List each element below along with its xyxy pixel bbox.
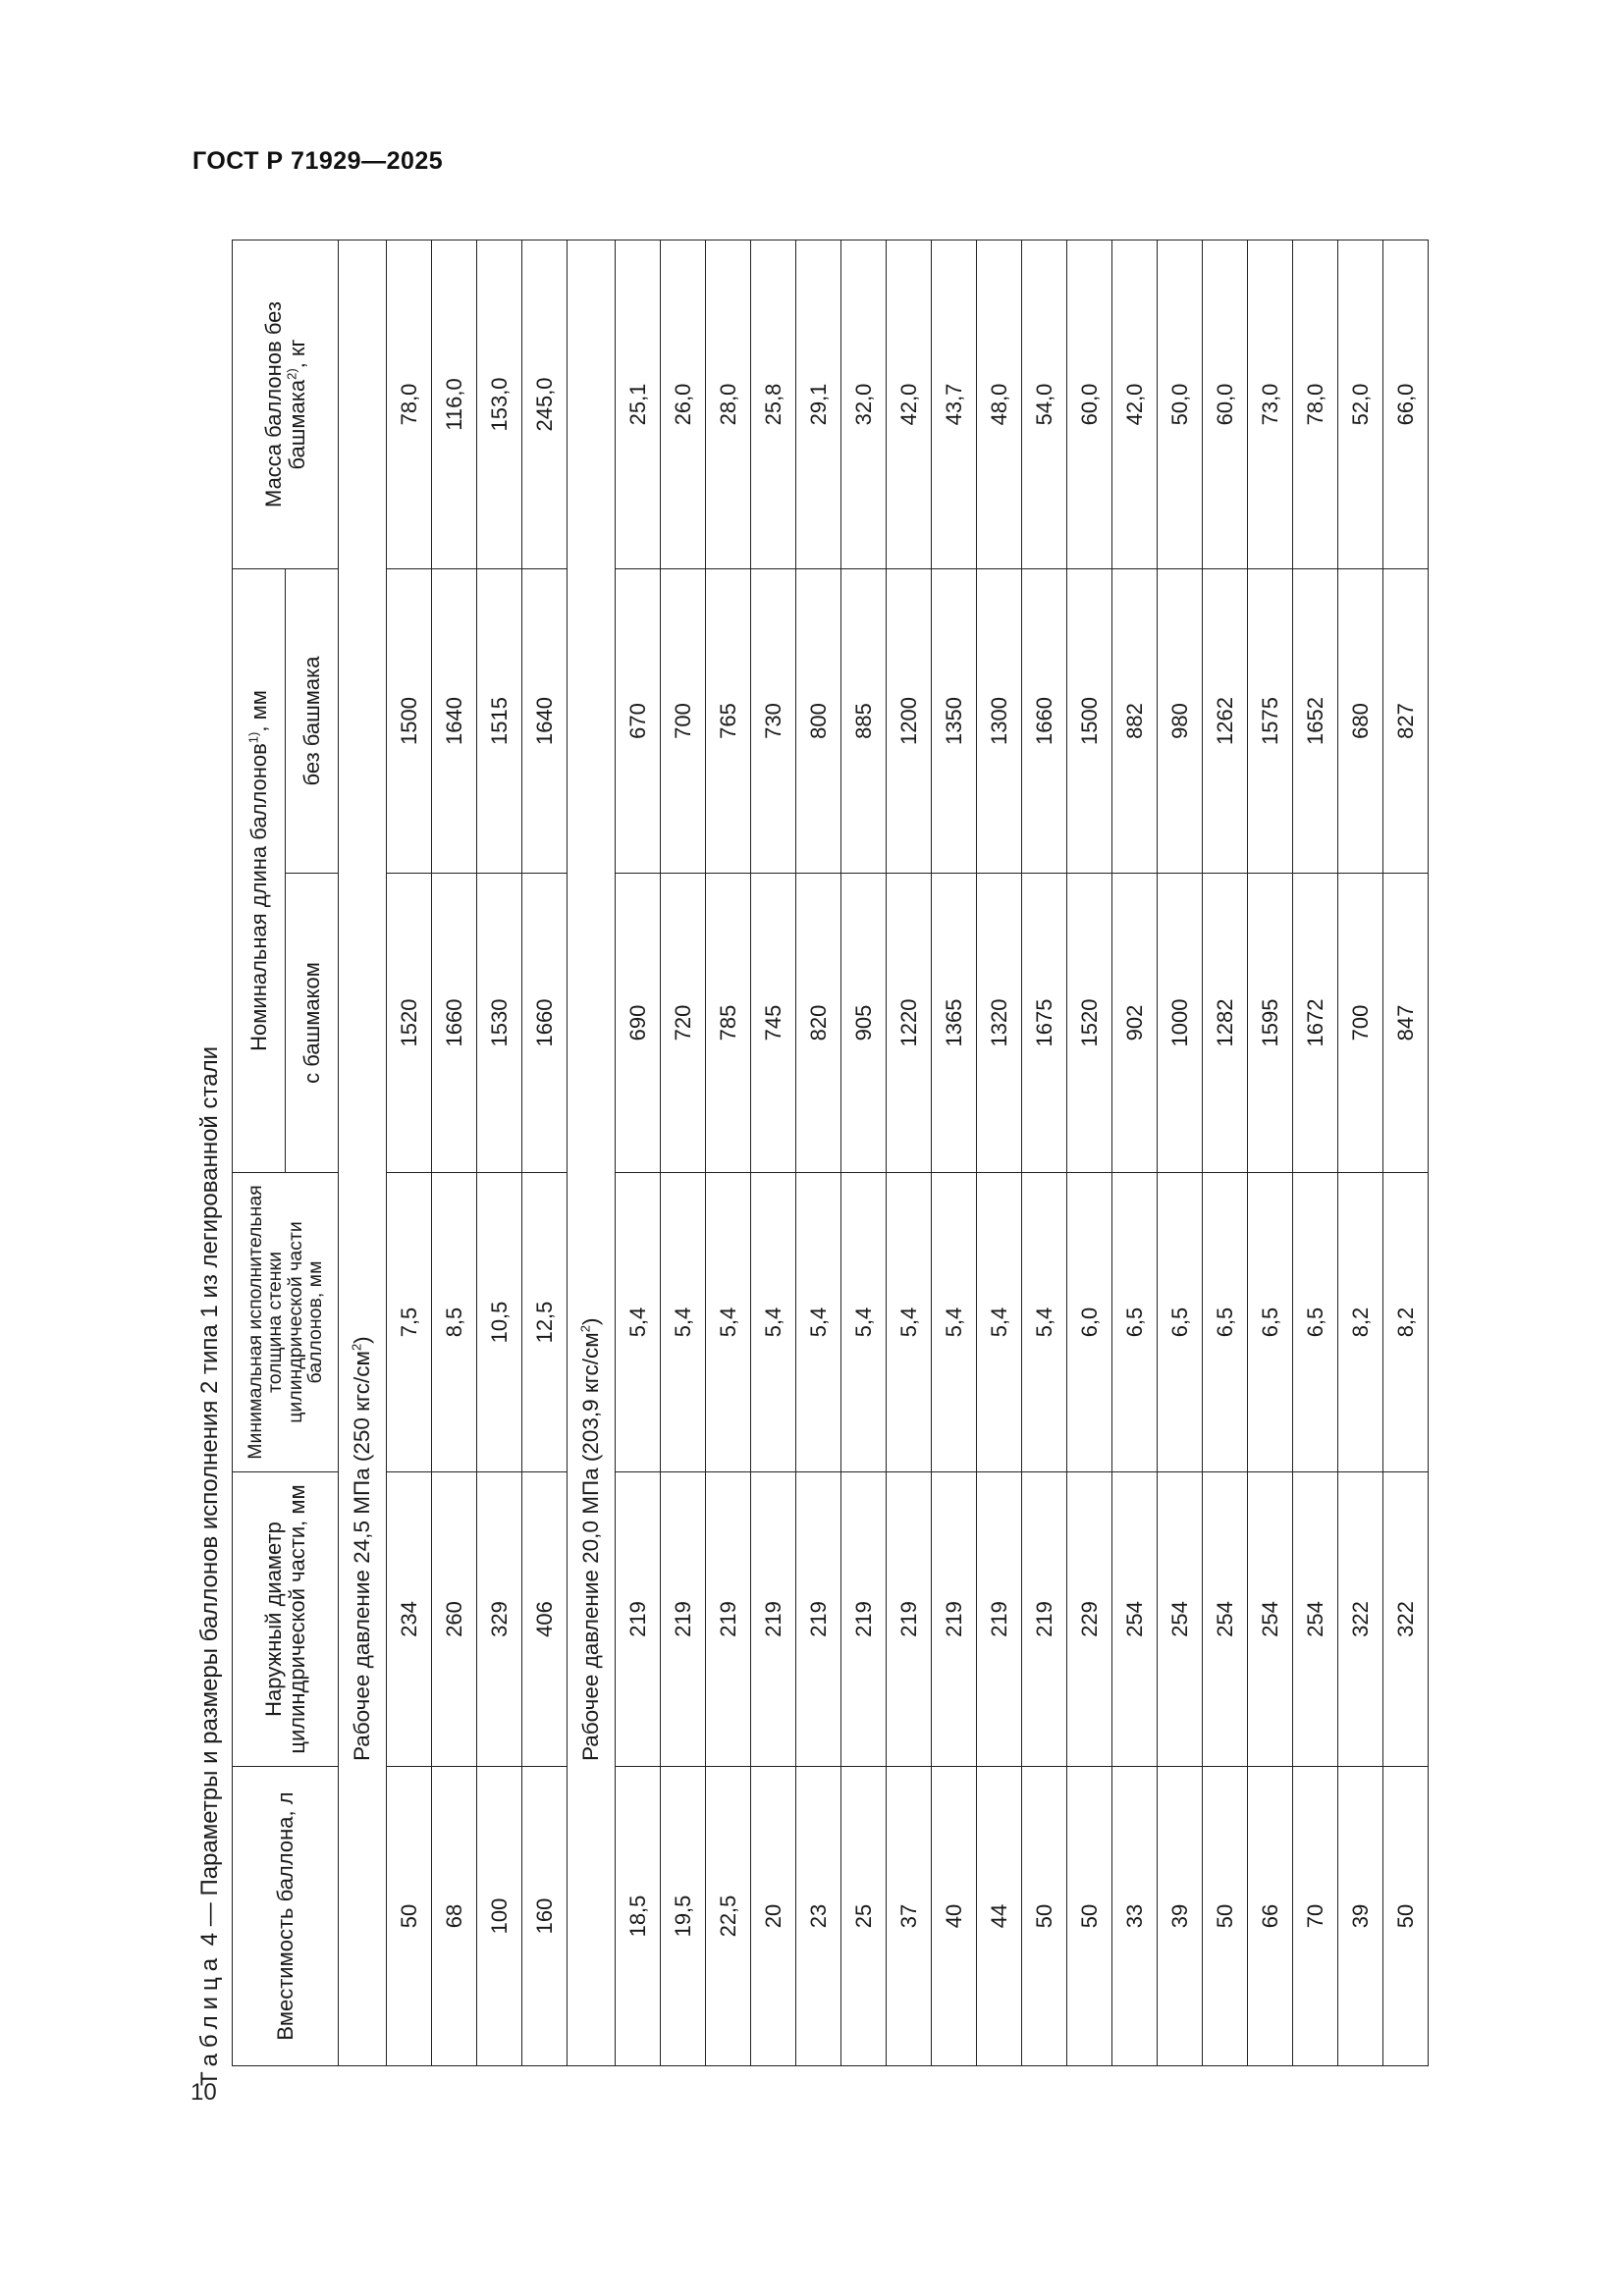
wall-cell: 6,5 (1112, 1173, 1158, 1472)
table-row (841, 240, 887, 2065)
volume-cell: 50 (1383, 1767, 1429, 2066)
length-with-shoe-cell: 1282 (1203, 874, 1248, 1173)
table-row (387, 240, 432, 2065)
mass-cell: 78,0 (387, 240, 432, 568)
table-caption-label: Таблица (196, 1951, 223, 2086)
length-without-shoe-cell: 730 (751, 568, 796, 873)
length-with-shoe-cell: 785 (706, 874, 751, 1173)
wall-cell: 5,4 (841, 1173, 887, 1472)
mass-cell: 54,0 (1022, 240, 1067, 568)
header-mass (233, 240, 339, 568)
length-without-shoe-cell: 670 (616, 568, 661, 873)
length-without-shoe-cell: 1350 (932, 568, 977, 873)
volume-cell: 20 (751, 1767, 796, 2066)
header-mass-unit: , кг (284, 339, 309, 369)
length-with-shoe-cell: 1520 (387, 874, 432, 1173)
length-with-shoe-cell: 1520 (1067, 874, 1112, 1173)
volume-cell: 50 (1067, 1767, 1112, 2066)
mass-cell: 29,1 (796, 240, 841, 568)
table-row (1338, 240, 1383, 2065)
volume-cell: 44 (977, 1767, 1022, 2066)
volume-cell: 50 (1022, 1767, 1067, 2066)
length-with-shoe-cell: 1220 (887, 874, 932, 1173)
table-row (432, 240, 477, 2065)
header-length-with-shoe: с башмаком (286, 874, 339, 1173)
pressure-group-row (339, 240, 387, 2065)
wall-cell: 5,4 (706, 1173, 751, 1472)
length-without-shoe-cell: 800 (796, 568, 841, 873)
volume-cell: 68 (432, 1767, 477, 2066)
length-without-shoe-cell: 1300 (977, 568, 1022, 873)
length-without-shoe-cell: 765 (706, 568, 751, 873)
diameter-cell: 254 (1112, 1472, 1158, 1767)
length-with-shoe-cell: 1320 (977, 874, 1022, 1173)
header-mass-text: Масса баллонов без башмака (261, 300, 309, 507)
mass-cell: 25,1 (616, 240, 661, 568)
length-without-shoe-cell: 1660 (1022, 568, 1067, 873)
wall-cell: 6,5 (1293, 1173, 1338, 1472)
wall-cell: 6,0 (1067, 1173, 1112, 1472)
length-without-shoe-cell: 1640 (522, 568, 568, 873)
wall-cell: 6,5 (1248, 1173, 1293, 1472)
volume-cell: 39 (1158, 1767, 1203, 2066)
header-wall-thickness: Минимальная исполнительная толщина стенки цилиндрической части баллонов, мм (233, 1173, 339, 1472)
mass-cell: 28,0 (706, 240, 751, 568)
page-number: 10 (190, 2079, 217, 2106)
length-with-shoe-cell: 1365 (932, 874, 977, 1173)
table-row (1203, 240, 1248, 2065)
length-without-shoe-cell: 1575 (1248, 568, 1293, 873)
cylinder-parameters-table (232, 240, 1429, 2066)
wall-cell: 7,5 (387, 1173, 432, 1472)
wall-cell: 12,5 (522, 1173, 568, 1472)
header-length (233, 568, 286, 1172)
length-with-shoe-cell: 902 (1112, 874, 1158, 1173)
wall-cell: 10,5 (477, 1173, 522, 1472)
diameter-cell: 322 (1338, 1472, 1383, 1767)
table-row (751, 240, 796, 2065)
wall-cell: 5,4 (661, 1173, 706, 1472)
table-body (339, 240, 1429, 2065)
volume-cell: 40 (932, 1767, 977, 2066)
volume-cell: 160 (522, 1767, 568, 2066)
mass-cell: 78,0 (1293, 240, 1338, 568)
length-without-shoe-cell: 1262 (1203, 568, 1248, 873)
wall-cell: 5,4 (796, 1173, 841, 1472)
diameter-cell: 254 (1293, 1472, 1338, 1767)
footnote-2-marker: 2) (284, 368, 299, 380)
mass-cell: 26,0 (661, 240, 706, 568)
diameter-cell: 329 (477, 1472, 522, 1767)
rotated-table-area (187, 0, 1624, 2091)
table-row (1248, 240, 1293, 2065)
length-without-shoe-cell: 827 (1383, 568, 1429, 873)
diameter-cell: 406 (522, 1472, 568, 1767)
table-row (932, 240, 977, 2065)
length-with-shoe-cell: 700 (1338, 874, 1383, 1173)
diameter-cell: 219 (796, 1472, 841, 1767)
table-row (522, 240, 568, 2065)
length-with-shoe-cell: 847 (1383, 874, 1429, 1173)
length-without-shoe-cell: 1515 (477, 568, 522, 873)
footnote-1-marker: 1) (245, 731, 261, 744)
diameter-cell: 219 (1022, 1472, 1067, 1767)
volume-cell: 22,5 (706, 1767, 751, 2066)
length-with-shoe-cell: 820 (796, 874, 841, 1173)
length-with-shoe-cell: 1595 (1248, 874, 1293, 1173)
mass-cell: 50,0 (1158, 240, 1203, 568)
volume-cell: 100 (477, 1767, 522, 2066)
length-without-shoe-cell: 680 (1338, 568, 1383, 873)
mass-cell: 60,0 (1203, 240, 1248, 568)
volume-cell: 66 (1248, 1767, 1293, 2066)
diameter-cell: 219 (977, 1472, 1022, 1767)
volume-cell: 50 (1203, 1767, 1248, 2066)
wall-cell: 5,4 (616, 1173, 661, 1472)
volume-cell: 33 (1112, 1767, 1158, 2066)
volume-cell: 50 (387, 1767, 432, 2066)
wall-cell: 5,4 (751, 1173, 796, 1472)
length-with-shoe-cell: 1660 (522, 874, 568, 1173)
document-header: ГОСТ Р 71929—2025 (192, 147, 444, 175)
length-without-shoe-cell: 1500 (387, 568, 432, 873)
length-without-shoe-cell: 1200 (887, 568, 932, 873)
volume-cell: 19,5 (661, 1767, 706, 2066)
table-row (1158, 240, 1203, 2065)
length-without-shoe-cell: 700 (661, 568, 706, 873)
table-row (706, 240, 751, 2065)
header-length-unit: , мм (245, 690, 271, 732)
pressure-group-title-title-end: ) (350, 1336, 375, 1344)
length-without-shoe-cell: 885 (841, 568, 887, 873)
pressure-group-title-title-sup: 2 (577, 1325, 593, 1333)
table-caption-text: 4 — Параметры и размеры баллонов исполнения 2 типа 1 из легированной стали (196, 1046, 223, 1947)
table-row (661, 240, 706, 2065)
mass-cell: 52,0 (1338, 240, 1383, 568)
diameter-cell: 219 (661, 1472, 706, 1767)
diameter-cell: 254 (1158, 1472, 1203, 1767)
mass-cell: 116,0 (432, 240, 477, 568)
table-row (477, 240, 522, 2065)
mass-cell: 48,0 (977, 240, 1022, 568)
mass-cell: 153,0 (477, 240, 522, 568)
mass-cell: 60,0 (1067, 240, 1112, 568)
wall-cell: 5,4 (1022, 1173, 1067, 1472)
mass-cell: 73,0 (1248, 240, 1293, 568)
pressure-group-title (568, 240, 616, 2065)
wall-cell: 8,5 (432, 1173, 477, 1472)
diameter-cell: 219 (932, 1472, 977, 1767)
wall-cell: 6,5 (1158, 1173, 1203, 1472)
volume-cell: 37 (887, 1767, 932, 2066)
length-with-shoe-cell: 1000 (1158, 874, 1203, 1173)
mass-cell: 43,7 (932, 240, 977, 568)
mass-cell: 245,0 (522, 240, 568, 568)
diameter-cell: 219 (706, 1472, 751, 1767)
diameter-cell: 219 (751, 1472, 796, 1767)
pressure-group-title-title: Рабочее давление 24,5 МПа (250 кгс/см (350, 1351, 375, 1761)
length-with-shoe-cell: 720 (661, 874, 706, 1173)
length-with-shoe-cell: 905 (841, 874, 887, 1173)
length-with-shoe-cell: 1675 (1022, 874, 1067, 1173)
table-row (887, 240, 932, 2065)
mass-cell: 32,0 (841, 240, 887, 568)
table-row (796, 240, 841, 2065)
wall-cell: 8,2 (1338, 1173, 1383, 1472)
length-without-shoe-cell: 882 (1112, 568, 1158, 873)
table-caption (187, 1046, 234, 2086)
table-row (1022, 240, 1067, 2065)
header-length-text: Номинальная длина баллонов (245, 743, 271, 1051)
length-without-shoe-cell: 1640 (432, 568, 477, 873)
wall-cell: 8,2 (1383, 1173, 1429, 1472)
volume-cell: 18,5 (616, 1767, 661, 2066)
wall-cell: 5,4 (977, 1173, 1022, 1472)
diameter-cell: 219 (887, 1472, 932, 1767)
pressure-group-title (339, 240, 387, 2065)
length-with-shoe-cell: 1530 (477, 874, 522, 1173)
volume-cell: 25 (841, 1767, 887, 2066)
table-row (1112, 240, 1158, 2065)
diameter-cell: 234 (387, 1472, 432, 1767)
volume-cell: 23 (796, 1767, 841, 2066)
wall-cell: 6,5 (1203, 1173, 1248, 1472)
pressure-group-title-title: Рабочее давление 20,0 МПа (203,9 кгс/см (578, 1332, 604, 1761)
diameter-cell: 219 (841, 1472, 887, 1767)
diameter-cell: 229 (1067, 1472, 1112, 1767)
mass-cell: 66,0 (1383, 240, 1429, 568)
pressure-group-title-title-end: ) (578, 1317, 604, 1326)
wall-cell: 5,4 (887, 1173, 932, 1472)
mass-cell: 25,8 (751, 240, 796, 568)
table-row (977, 240, 1022, 2065)
length-with-shoe-cell: 1672 (1293, 874, 1338, 1173)
table-row (1293, 240, 1338, 2065)
table-row (616, 240, 661, 2065)
header-diameter: Наружный диаметр цилиндрической части, мм (233, 1472, 339, 1767)
diameter-cell: 254 (1203, 1472, 1248, 1767)
length-with-shoe-cell: 690 (616, 874, 661, 1173)
pressure-group-title-title-sup: 2 (349, 1343, 364, 1352)
length-with-shoe-cell: 745 (751, 874, 796, 1173)
wall-cell: 5,4 (932, 1173, 977, 1472)
table-row (1067, 240, 1112, 2065)
length-without-shoe-cell: 980 (1158, 568, 1203, 873)
header-volume: Вместимость баллона, л (233, 1767, 339, 2066)
header-length-without-shoe: без башмака (286, 568, 339, 873)
length-with-shoe-cell: 1660 (432, 874, 477, 1173)
length-without-shoe-cell: 1652 (1293, 568, 1338, 873)
mass-cell: 42,0 (1112, 240, 1158, 568)
pressure-group-row (568, 240, 616, 2065)
table-row (1383, 240, 1429, 2065)
volume-cell: 39 (1338, 1767, 1383, 2066)
diameter-cell: 260 (432, 1472, 477, 1767)
volume-cell: 70 (1293, 1767, 1338, 2066)
mass-cell: 42,0 (887, 240, 932, 568)
diameter-cell: 219 (616, 1472, 661, 1767)
length-without-shoe-cell: 1500 (1067, 568, 1112, 873)
diameter-cell: 322 (1383, 1472, 1429, 1767)
diameter-cell: 254 (1248, 1472, 1293, 1767)
